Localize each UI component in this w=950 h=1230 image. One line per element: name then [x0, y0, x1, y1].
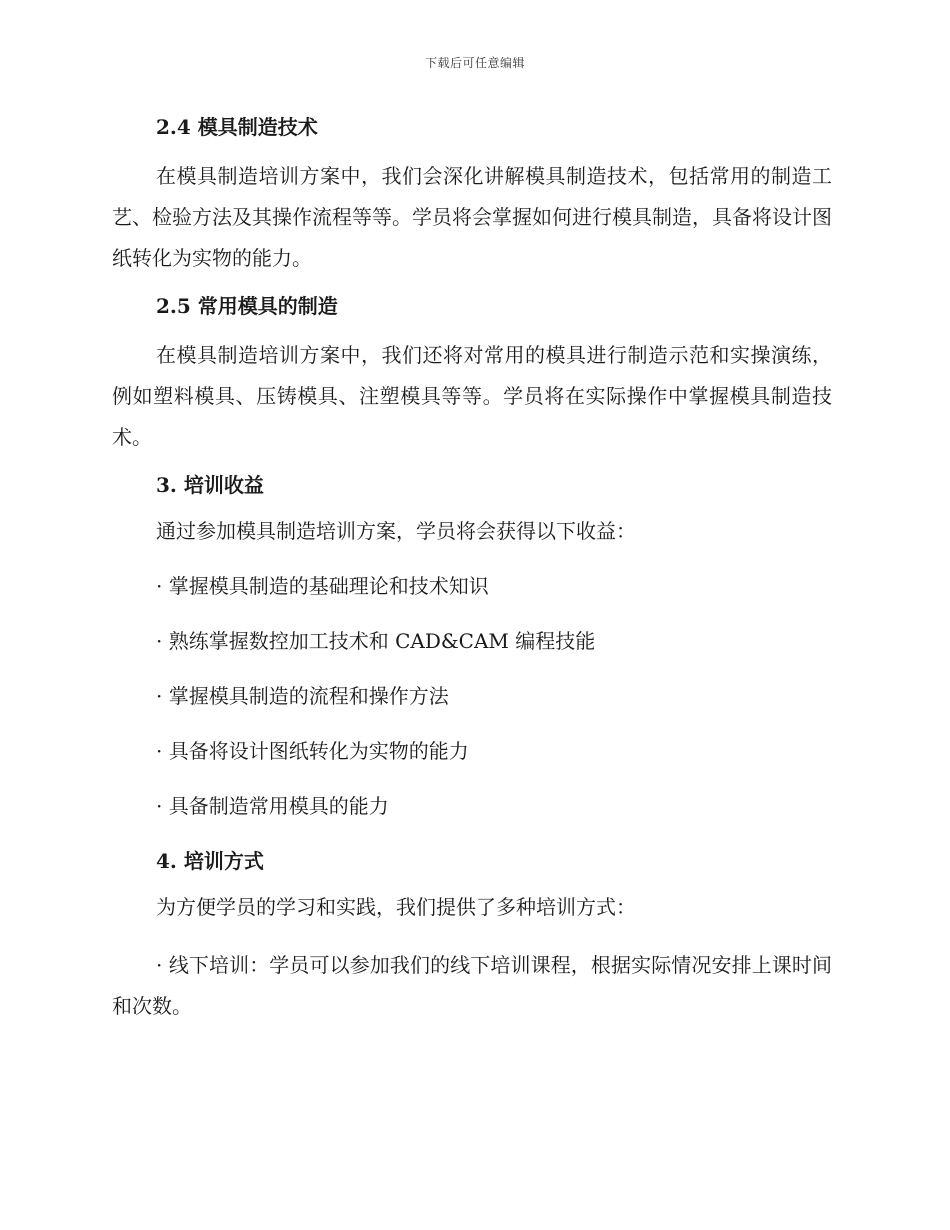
list-item: · 熟练掌握数控加工技术和 CAD&CAM 编程技能 [156, 629, 596, 653]
section-paragraph-2-4: 在模具制造培训方案中，我们会深化讲解模具制造技术，包括常用的制造工艺、检验方法及其操作流程等等。学员将会掌握如何进行模具制造，具备将设计图纸转化为实物的能力。 [112, 164, 832, 270]
list-item: · 具备制造常用模具的能力 [156, 794, 389, 818]
section-paragraph-2-5: 在模具制造培训方案中，我们还将对常用的模具进行制造示范和实操演练，例如塑料模具、压铸模具、注塑模具等等。学员将在实际操作中掌握模具制造技术。 [112, 343, 832, 449]
section-heading-4: 4. 培训方式 [156, 849, 264, 873]
section-intro-4: 为方便学员的学习和实践，我们提供了多种培训方式： [156, 895, 636, 919]
document-body [112, 110, 832, 1027]
section-heading-2-5: 2.5 常用模具的制造 [156, 294, 338, 318]
page-header-note: 下载后可任意编辑 [424, 56, 525, 70]
list-item: · 掌握模具制造的基础理论和技术知识 [156, 574, 489, 598]
section-heading-3: 3. 培训收益 [156, 473, 264, 497]
list-item: · 具备将设计图纸转化为实物的能力 [156, 739, 469, 763]
list-item: · 掌握模具制造的流程和操作方法 [156, 684, 449, 708]
list-item: · 线下培训：学员可以参加我们的线下培训课程，根据实际情况安排上课时间和次数。 [112, 953, 832, 1018]
section-intro-3: 通过参加模具制造培训方案，学员将会获得以下收益： [156, 519, 636, 543]
section-heading-2-4: 2.4 模具制造技术 [156, 115, 318, 139]
